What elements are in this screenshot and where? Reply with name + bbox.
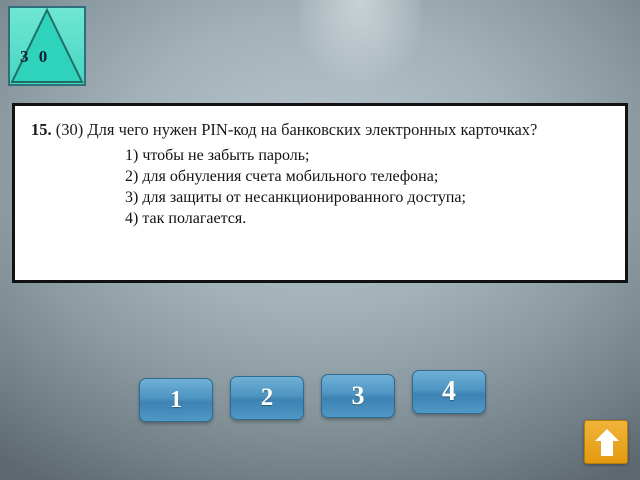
option-text: чтобы не забыть пароль; [142, 146, 310, 164]
option-text: для обнуления счета мобильного телефона; [142, 167, 439, 185]
option-text: для защиты от несанкционированного доступа; [142, 188, 466, 206]
answer-button-3[interactable]: 3 [321, 374, 395, 418]
question-text: Для чего нужен PIN-код на банковских электронных карточках? [87, 120, 538, 139]
answer-button-4[interactable]: 4 [412, 370, 486, 414]
question-options-list [31, 145, 609, 229]
return-button[interactable] [584, 420, 628, 464]
return-arrow-icon [592, 427, 622, 459]
score-value: 3 0 [20, 47, 51, 66]
answer-buttons [139, 368, 499, 420]
question-title [31, 120, 609, 141]
option-text: так полагается. [142, 209, 247, 227]
triangle-shape-icon [10, 8, 84, 84]
option-number: 1) [125, 146, 139, 164]
question-option [31, 145, 609, 166]
question-number: 15. [31, 120, 52, 139]
question-card [12, 103, 628, 283]
question-option [31, 166, 609, 187]
answer-button-1[interactable]: 1 [139, 378, 213, 422]
question-option [31, 187, 609, 208]
option-number: 2) [125, 167, 139, 185]
question-points: (30) [55, 120, 84, 139]
option-number: 3) [125, 188, 139, 206]
question-option [31, 208, 609, 229]
answer-button-2[interactable]: 2 [230, 376, 304, 420]
score-badge [8, 6, 86, 86]
option-number: 4) [125, 209, 139, 227]
